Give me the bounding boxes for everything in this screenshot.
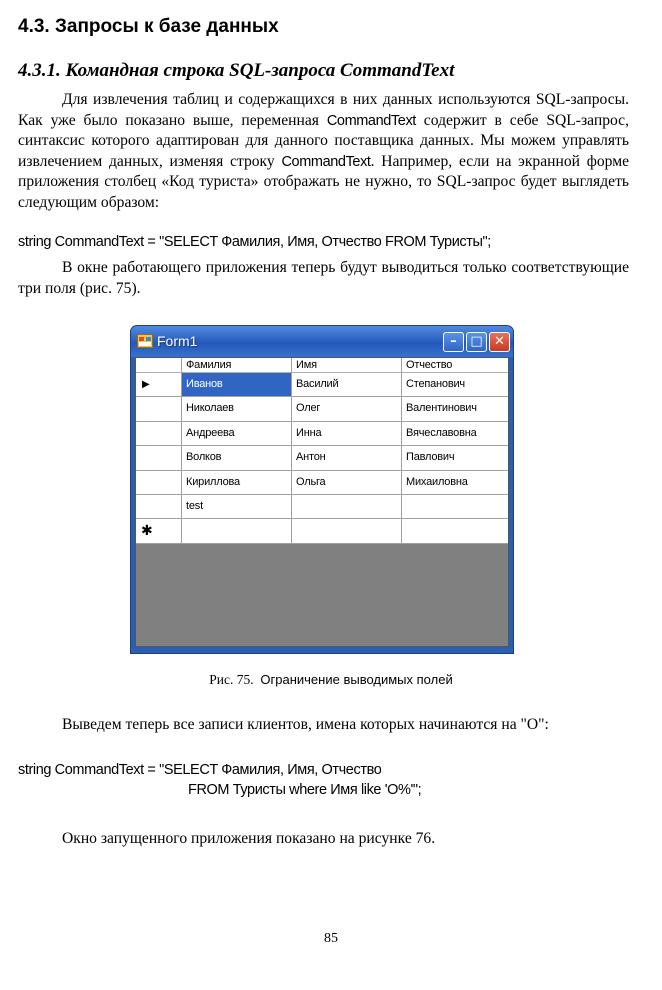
grid-cell[interactable]: test [182,495,292,519]
row-header[interactable] [136,422,182,446]
grid-cell[interactable]: Антон [292,446,402,470]
grid-cell[interactable] [292,495,402,519]
grid-cell[interactable] [182,519,292,543]
grid-cell[interactable]: Олег [292,397,402,421]
minimize-button[interactable]: – [443,332,464,352]
paragraph-filter: Выведем теперь все записи клиентов, имена которых начинаются на "О": [62,716,549,733]
window-title: Form1 [157,333,198,349]
code-line-2a: string CommandText = "SELECT Фамилия, Имя, Отчество [18,762,382,778]
code-line-2b: FROM Туристы where Имя like 'О%'"; [188,782,422,798]
grid-cell[interactable]: Василий [292,373,402,397]
code-line-1: string CommandText = "SELECT Фамилия, Имя, Отчество FROM Туристы"; [18,234,491,250]
grid-cell[interactable]: Михаиловна [402,471,509,495]
new-row-marker-icon: ✱ [141,522,153,539]
grid-cell[interactable]: Степанович [402,373,509,397]
row-header[interactable] [136,373,182,397]
row-header[interactable] [136,519,182,543]
grid-cell[interactable] [292,519,402,543]
datagridview[interactable] [135,357,509,647]
grid-cell[interactable]: Валентинович [402,397,509,421]
column-header[interactable]: Отчество [402,358,509,373]
window-titlebar[interactable] [131,326,513,357]
row-header[interactable] [136,471,182,495]
row-header[interactable] [136,397,182,421]
grid-cell[interactable]: Вячеславовна [402,422,509,446]
section-heading: 4.3. Запросы к базе данных [18,16,279,37]
grid-cell[interactable]: Андреева [182,422,292,446]
grid-cell[interactable] [402,495,509,519]
grid-cell[interactable]: Инна [292,422,402,446]
grid-cell[interactable] [402,519,509,543]
maximize-button[interactable]: □ [466,332,487,352]
paragraph-result: В окне работающего приложения теперь будут выводиться только соответствующие три поля (рис. 75). [18,259,629,297]
form1-window [130,325,514,654]
grid-cell[interactable]: Волков [182,446,292,470]
paragraph-outro: Окно запущенного приложения показано на рисунке 76. [62,830,436,847]
app-icon [137,334,153,348]
row-header[interactable] [136,446,182,470]
row-header[interactable] [136,495,182,519]
grid-cell[interactable]: Иванов [182,373,292,397]
grid-cell[interactable]: Ольга [292,471,402,495]
close-button[interactable]: ✕ [489,332,510,352]
grid-corner-header[interactable] [136,358,182,373]
paragraph-intro: Для извлечения таблиц и содержащихся в них данных используются SQL-запросы. Как уже было показано выше, переменная CommandText содержит в себе SQL-запрос, синтаксис которого адаптирован для данного поставщика данных. Мы можем управлять извлечением данных, изменяя строку CommandText. Например, если на экранной форме приложения столбец «Код туриста» отображать не нужно, то SQL-запрос будет выглядеть следующим образом: [18,91,629,211]
page-number: 85 [324,931,338,946]
subsection-heading: 4.3.1. Командная строка SQL-запроса CommandText [18,60,455,81]
figure-caption: Рис. 75. Ограничение выводимых полей [209,672,453,687]
current-row-marker-icon: ▶ [142,379,150,390]
column-header[interactable]: Фамилия [182,358,292,373]
column-header[interactable]: Имя [292,358,402,373]
grid-cell[interactable]: Николаев [182,397,292,421]
grid-cell[interactable]: Кириллова [182,471,292,495]
grid-cell[interactable]: Павлович [402,446,509,470]
